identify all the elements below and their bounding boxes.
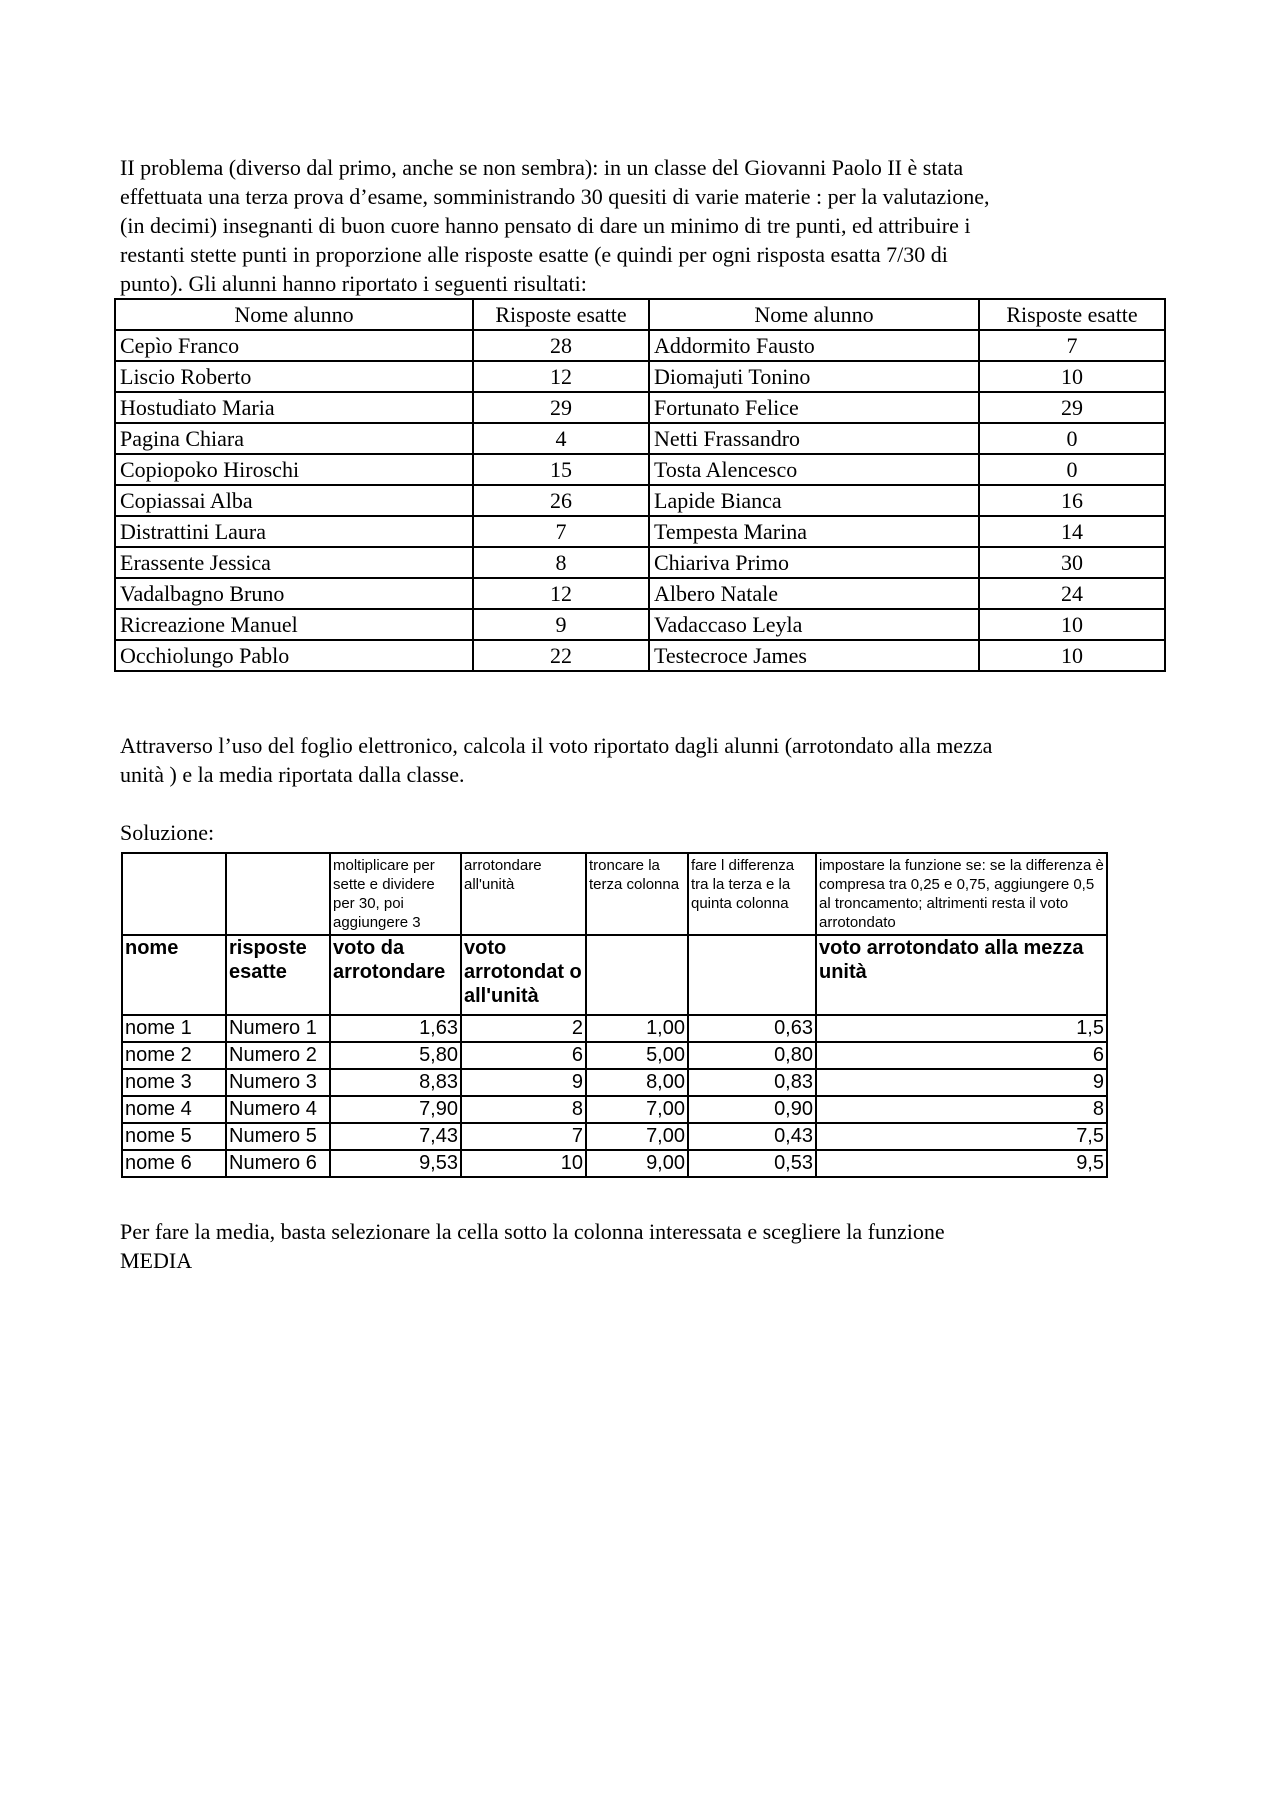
students-table bbox=[114, 298, 1166, 672]
risposte-cell: Numero 3 bbox=[226, 1069, 330, 1096]
risposte-cell: Numero 2 bbox=[226, 1042, 330, 1069]
header-nome-alunno: Nome alunno bbox=[115, 299, 473, 330]
header-nome-alunno: Nome alunno bbox=[649, 299, 979, 330]
student-name-cell: Vadaccaso Leyla bbox=[649, 609, 979, 640]
intro-line: restanti stette punti in proporzione alle risposte esatte (e quindi per ogni risposta esatta 7/30 di bbox=[120, 242, 948, 267]
sheet-data-row bbox=[122, 1150, 1107, 1177]
differenza-cell: 0,63 bbox=[688, 1015, 816, 1042]
sheet-data-row bbox=[122, 1042, 1107, 1069]
student-row bbox=[115, 454, 1165, 485]
voto-da-arrotondare-cell: 9,53 bbox=[330, 1150, 461, 1177]
header-voto-mezza-unita: voto arrotondato alla mezza unità bbox=[816, 935, 1107, 1015]
troncamento-cell: 8,00 bbox=[586, 1069, 688, 1096]
voto-unita-cell: 7 bbox=[461, 1123, 586, 1150]
nome-cell: nome 2 bbox=[122, 1042, 226, 1069]
differenza-cell: 0,43 bbox=[688, 1123, 816, 1150]
nome-cell: nome 3 bbox=[122, 1069, 226, 1096]
voto-mezza-unita-cell: 8 bbox=[816, 1096, 1107, 1123]
instruction-cell: arrotondare all'unità bbox=[461, 853, 586, 935]
correct-answers-cell: 14 bbox=[979, 516, 1165, 547]
voto-mezza-unita-cell: 9 bbox=[816, 1069, 1107, 1096]
sheet-data-row bbox=[122, 1015, 1107, 1042]
header-empty bbox=[688, 935, 816, 1015]
sheet-data-row bbox=[122, 1096, 1107, 1123]
student-name-cell: Fortunato Felice bbox=[649, 392, 979, 423]
student-name-cell: Ricreazione Manuel bbox=[115, 609, 473, 640]
voto-unita-cell: 2 bbox=[461, 1015, 586, 1042]
student-row bbox=[115, 640, 1165, 671]
student-name-cell: Hostudiato Maria bbox=[115, 392, 473, 423]
sheet-data-row bbox=[122, 1123, 1107, 1150]
outro-line: MEDIA bbox=[120, 1248, 193, 1273]
voto-unita-cell: 9 bbox=[461, 1069, 586, 1096]
correct-answers-cell: 9 bbox=[473, 609, 649, 640]
intro-line: II problema (diverso dal primo, anche se non sembra): in un classe del Giovanni Paolo II è stata bbox=[120, 155, 964, 180]
intro-paragraph bbox=[120, 153, 1170, 298]
student-row bbox=[115, 578, 1165, 609]
student-name-cell: Copiassai Alba bbox=[115, 485, 473, 516]
intro-line: (in decimi) insegnanti di buon cuore hanno pensato di dare un minimo di tre punti, ed attribuire i bbox=[120, 213, 971, 238]
outro-line: Per fare la media, basta selezionare la cella sotto la colonna interessata e scegliere la funzione bbox=[120, 1219, 945, 1244]
header-risposte-esatte: Risposte esatte bbox=[473, 299, 649, 330]
correct-answers-cell: 16 bbox=[979, 485, 1165, 516]
voto-mezza-unita-cell: 6 bbox=[816, 1042, 1107, 1069]
risposte-cell: Numero 6 bbox=[226, 1150, 330, 1177]
correct-answers-cell: 15 bbox=[473, 454, 649, 485]
correct-answers-cell: 4 bbox=[473, 423, 649, 454]
correct-answers-cell: 10 bbox=[979, 640, 1165, 671]
differenza-cell: 0,53 bbox=[688, 1150, 816, 1177]
correct-answers-cell: 10 bbox=[979, 609, 1165, 640]
students-header-row bbox=[115, 299, 1165, 330]
correct-answers-cell: 29 bbox=[473, 392, 649, 423]
student-row bbox=[115, 392, 1165, 423]
correct-answers-cell: 29 bbox=[979, 392, 1165, 423]
troncamento-cell: 7,00 bbox=[586, 1096, 688, 1123]
differenza-cell: 0,90 bbox=[688, 1096, 816, 1123]
risposte-cell: Numero 4 bbox=[226, 1096, 330, 1123]
correct-answers-cell: 7 bbox=[979, 330, 1165, 361]
voto-unita-cell: 10 bbox=[461, 1150, 586, 1177]
student-row bbox=[115, 423, 1165, 454]
solution-label: Soluzione: bbox=[120, 820, 215, 845]
voto-da-arrotondare-cell: 8,83 bbox=[330, 1069, 461, 1096]
student-name-cell: Tempesta Marina bbox=[649, 516, 979, 547]
intro-line: effettuata una terza prova d’esame, somministrando 30 quesiti di varie materie : per la valutazione, bbox=[120, 184, 990, 209]
student-name-cell: Cepìo Franco bbox=[115, 330, 473, 361]
outro-paragraph bbox=[120, 1217, 1170, 1275]
troncamento-cell: 7,00 bbox=[586, 1123, 688, 1150]
task-line: Attraverso l’uso del foglio elettronico, calcola il voto riportato dagli alunni (arrotondato alla mezza bbox=[120, 733, 993, 758]
student-row bbox=[115, 485, 1165, 516]
student-name-cell: Lapide Bianca bbox=[649, 485, 979, 516]
student-name-cell: Vadalbagno Bruno bbox=[115, 578, 473, 609]
nome-cell: nome 1 bbox=[122, 1015, 226, 1042]
header-risposte-esatte: risposte esatte bbox=[226, 935, 330, 1015]
nome-cell: nome 4 bbox=[122, 1096, 226, 1123]
instruction-cell: moltiplicare per sette e dividere per 30, poi aggiungere 3 bbox=[330, 853, 461, 935]
correct-answers-cell: 26 bbox=[473, 485, 649, 516]
header-voto-arrotondato-unita: voto arrotondat o all'unità bbox=[461, 935, 586, 1015]
correct-answers-cell: 0 bbox=[979, 454, 1165, 485]
voto-mezza-unita-cell: 7,5 bbox=[816, 1123, 1107, 1150]
instruction-cell: fare l differenza tra la terza e la quinta colonna bbox=[688, 853, 816, 935]
instruction-cell: impostare la funzione se: se la differenza è compresa tra 0,25 e 0,75, aggiungere 0,5 al troncamento; altrimenti resta il voto arrotondato bbox=[816, 853, 1107, 935]
header-nome: nome bbox=[122, 935, 226, 1015]
differenza-cell: 0,80 bbox=[688, 1042, 816, 1069]
solution-spreadsheet bbox=[121, 852, 1108, 1178]
header-risposte-esatte: Risposte esatte bbox=[979, 299, 1165, 330]
header-empty bbox=[586, 935, 688, 1015]
student-name-cell: Albero Natale bbox=[649, 578, 979, 609]
voto-da-arrotondare-cell: 5,80 bbox=[330, 1042, 461, 1069]
correct-answers-cell: 12 bbox=[473, 361, 649, 392]
correct-answers-cell: 30 bbox=[979, 547, 1165, 578]
student-name-cell: Diomajuti Tonino bbox=[649, 361, 979, 392]
task-line: unità ) e la media riportata dalla classe. bbox=[120, 762, 465, 787]
header-voto-da-arrotondare: voto da arrotondare bbox=[330, 935, 461, 1015]
student-name-cell: Netti Frassandro bbox=[649, 423, 979, 454]
student-row bbox=[115, 361, 1165, 392]
sheet-data-row bbox=[122, 1069, 1107, 1096]
student-row bbox=[115, 330, 1165, 361]
student-name-cell: Pagina Chiara bbox=[115, 423, 473, 454]
student-name-cell: Liscio Roberto bbox=[115, 361, 473, 392]
voto-da-arrotondare-cell: 7,43 bbox=[330, 1123, 461, 1150]
voto-mezza-unita-cell: 9,5 bbox=[816, 1150, 1107, 1177]
risposte-cell: Numero 1 bbox=[226, 1015, 330, 1042]
correct-answers-cell: 7 bbox=[473, 516, 649, 547]
student-row bbox=[115, 516, 1165, 547]
instructions-row bbox=[122, 853, 1107, 935]
correct-answers-cell: 8 bbox=[473, 547, 649, 578]
troncamento-cell: 1,00 bbox=[586, 1015, 688, 1042]
student-row bbox=[115, 547, 1165, 578]
student-name-cell: Addormito Fausto bbox=[649, 330, 979, 361]
correct-answers-cell: 28 bbox=[473, 330, 649, 361]
nome-cell: nome 5 bbox=[122, 1123, 226, 1150]
correct-answers-cell: 0 bbox=[979, 423, 1165, 454]
correct-answers-cell: 22 bbox=[473, 640, 649, 671]
correct-answers-cell: 10 bbox=[979, 361, 1165, 392]
student-name-cell: Tosta Alencesco bbox=[649, 454, 979, 485]
voto-unita-cell: 8 bbox=[461, 1096, 586, 1123]
voto-unita-cell: 6 bbox=[461, 1042, 586, 1069]
voto-mezza-unita-cell: 1,5 bbox=[816, 1015, 1107, 1042]
task-paragraph bbox=[120, 731, 1170, 789]
instruction-cell bbox=[226, 853, 330, 935]
troncamento-cell: 5,00 bbox=[586, 1042, 688, 1069]
troncamento-cell: 9,00 bbox=[586, 1150, 688, 1177]
instruction-cell bbox=[122, 853, 226, 935]
intro-line: punto). Gli alunni hanno riportato i seguenti risultati: bbox=[120, 271, 587, 296]
nome-cell: nome 6 bbox=[122, 1150, 226, 1177]
student-name-cell: Chiariva Primo bbox=[649, 547, 979, 578]
student-name-cell: Erassente Jessica bbox=[115, 547, 473, 578]
voto-da-arrotondare-cell: 7,90 bbox=[330, 1096, 461, 1123]
student-row bbox=[115, 609, 1165, 640]
correct-answers-cell: 24 bbox=[979, 578, 1165, 609]
instruction-cell: troncare la terza colonna bbox=[586, 853, 688, 935]
student-name-cell: Copiopoko Hiroschi bbox=[115, 454, 473, 485]
student-name-cell: Occhiolungo Pablo bbox=[115, 640, 473, 671]
student-name-cell: Testecroce James bbox=[649, 640, 979, 671]
student-name-cell: Distrattini Laura bbox=[115, 516, 473, 547]
column-header-row bbox=[122, 935, 1107, 1015]
risposte-cell: Numero 5 bbox=[226, 1123, 330, 1150]
correct-answers-cell: 12 bbox=[473, 578, 649, 609]
differenza-cell: 0,83 bbox=[688, 1069, 816, 1096]
voto-da-arrotondare-cell: 1,63 bbox=[330, 1015, 461, 1042]
